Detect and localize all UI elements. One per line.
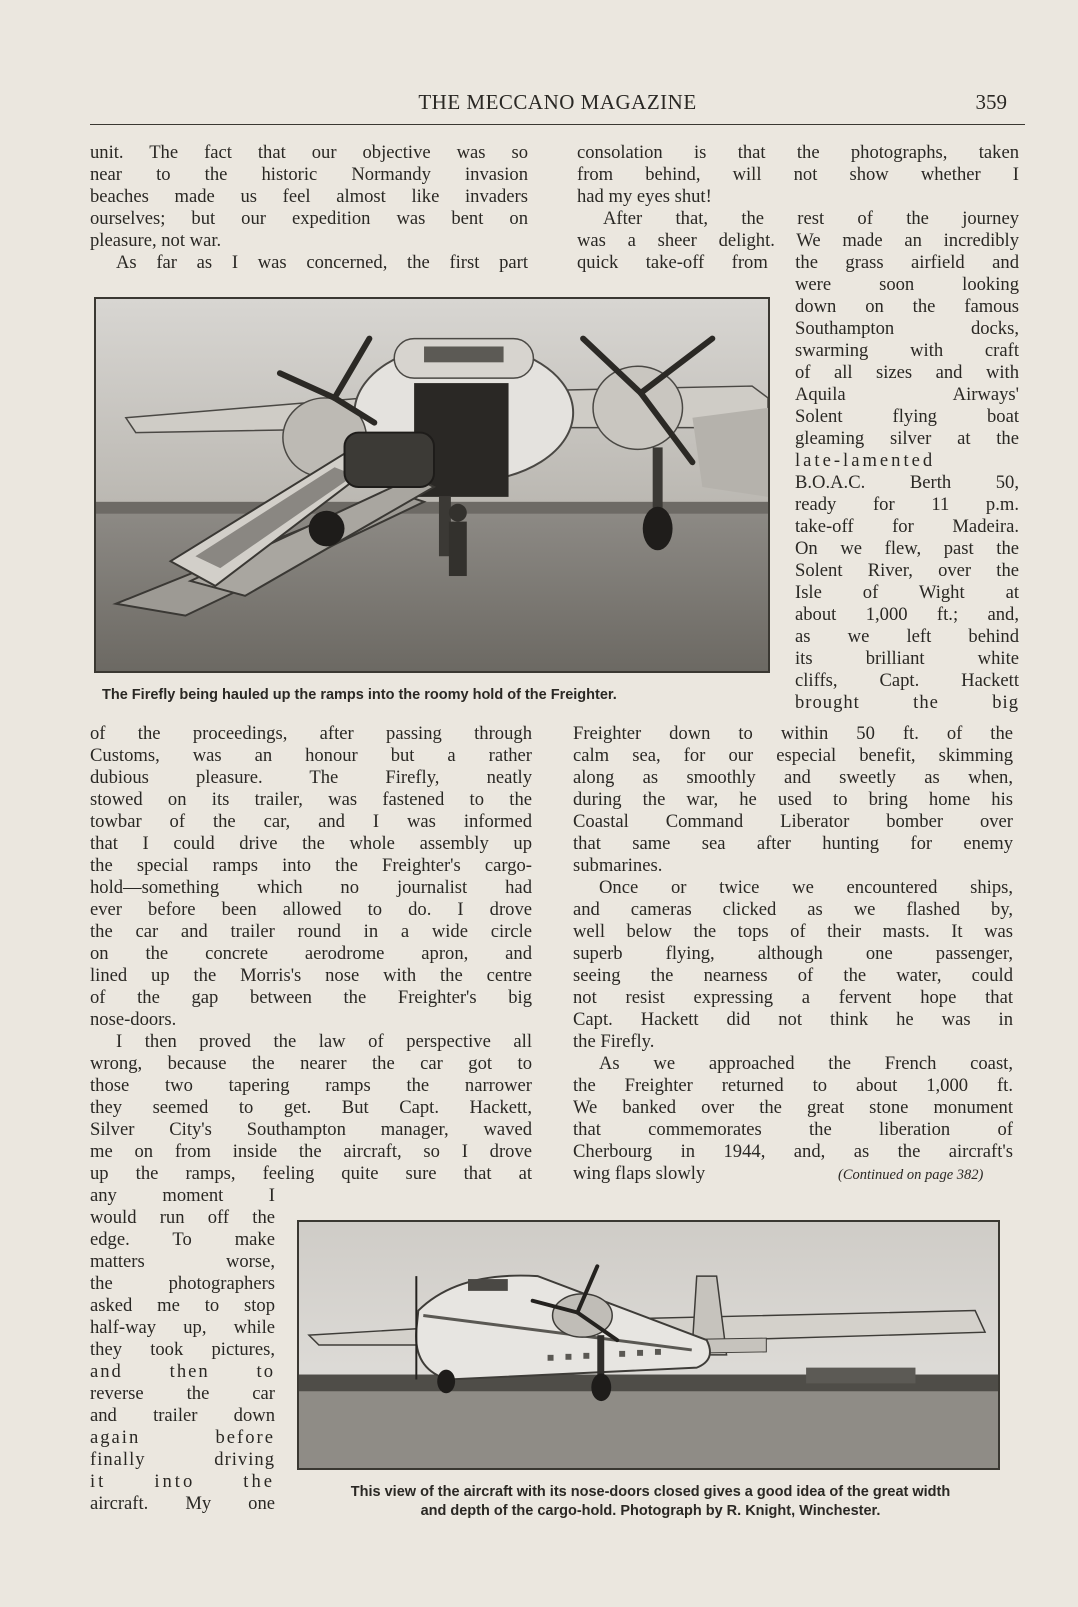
firefly-loading-photo: [94, 297, 770, 673]
left-main-line-11: on the concrete aerodrome apron, and: [90, 943, 532, 964]
left-main-line-13: of the gap between the Freighter's big: [90, 987, 532, 1008]
right-narrow-line-17: as we left behind: [795, 626, 1019, 647]
left-main-line-17: those two tapering ramps the narrower: [90, 1075, 532, 1096]
right-narrow-line-16: about 1,000 ft.; and,: [795, 604, 1019, 625]
freighter-photo: [297, 1220, 1000, 1470]
right-top-line-6: quick take-off from the grass airfield and: [577, 252, 1019, 273]
freighter-illustration: [299, 1222, 998, 1468]
left-main-line-12: lined up the Morris's nose with the centre: [90, 965, 532, 986]
right-top-line-3: had my eyes shut!: [577, 186, 712, 207]
right-narrow-line-3: Southampton docks,: [795, 318, 1019, 339]
right-top-line-2: from behind, will not show whether I: [577, 164, 1019, 185]
right-narrow-line-13: On we flew, past the: [795, 538, 1019, 559]
left-top-line-1: unit. The fact that our objective was so: [90, 142, 528, 163]
left-narrow-line-11: and trailer down: [90, 1405, 275, 1426]
right-top-line-4: After that, the rest of the journey: [603, 208, 1019, 229]
left-narrow-line-2: would run off the: [90, 1207, 275, 1228]
photo1-caption: The Firefly being hauled up the ramps into the roomy hold of the Freighter.: [102, 687, 617, 703]
right-narrow-line-6: Aquila Airways': [795, 384, 1019, 405]
right-top-line-1: consolation is that the photographs, taken: [577, 142, 1019, 163]
right-main-line-15: the Firefly.: [573, 1031, 655, 1052]
left-narrow-line-7: half-way up, while: [90, 1317, 275, 1338]
right-narrow-line-19: cliffs, Capt. Hackett: [795, 670, 1019, 691]
left-main-line-20: me on from inside the aircraft, so I drove: [90, 1141, 532, 1162]
right-narrow-line-14: Solent River, over the: [795, 560, 1019, 581]
page-header: [90, 88, 1025, 125]
right-main-line-2: calm sea, for our especial benefit, skimming: [573, 745, 1013, 766]
left-main-line-5: towbar of the car, and I was informed: [90, 811, 532, 832]
right-top-line-5: was a sheer delight. We made an incredibly: [577, 230, 1019, 251]
right-narrow-line-18: its brilliant white: [795, 648, 1019, 669]
right-main-line-6: that same sea after hunting for enemy: [573, 833, 1013, 854]
right-main-line-4: during the war, he used to bring home his: [573, 789, 1013, 810]
left-narrow-line-6: asked me to stop: [90, 1295, 275, 1316]
page-number: 359: [975, 90, 1007, 114]
left-main-line-21: up the ramps, feeling quite sure that at: [90, 1163, 532, 1184]
right-narrow-line-4: swarming with craft: [795, 340, 1019, 361]
right-main-line-3: along as smoothly and sweetly as when,: [573, 767, 1013, 788]
right-narrow-line-12: take-off for Madeira.: [795, 516, 1019, 537]
right-main-line-8: Once or twice we encountered ships,: [599, 877, 1013, 898]
right-narrow-line-11: ready for 11 p.m.: [795, 494, 1019, 515]
right-main-line-20: Cherbourg in 1944, and, as the aircraft's: [573, 1141, 1013, 1162]
left-main-line-15: I then proved the law of perspective all: [116, 1031, 532, 1052]
right-narrow-line-7: Solent flying boat: [795, 406, 1019, 427]
left-narrow-line-14: it into the: [90, 1471, 275, 1492]
left-main-line-4: stowed on its trailer, was fastened to the: [90, 789, 532, 810]
left-narrow-line-4: matters worse,: [90, 1251, 275, 1272]
right-narrow-line-9: late-lamented: [795, 450, 936, 471]
left-narrow-line-13: finally driving: [90, 1449, 275, 1470]
left-narrow-line-9: and then to: [90, 1361, 275, 1382]
right-main-line-5: Coastal Command Liberator bomber over: [573, 811, 1013, 832]
continued-note: (Continued on page 382): [838, 1167, 984, 1183]
right-main-line-13: not resist expressing a fervent hope that: [573, 987, 1013, 1008]
right-main-line-9: and cameras clicked as we flashed by,: [573, 899, 1013, 920]
right-narrow-line-20: brought the big: [795, 692, 1019, 713]
right-main-line-7: submarines.: [573, 855, 663, 876]
right-narrow-line-1: were soon looking: [795, 274, 1019, 295]
right-main-line-21: wing flaps slowly: [573, 1163, 706, 1184]
right-narrow-line-2: down on the famous: [795, 296, 1019, 317]
right-narrow-line-15: Isle of Wight at: [795, 582, 1019, 603]
left-main-line-8: hold—something which no journalist had: [90, 877, 532, 898]
left-top-line-6: As far as I was concerned, the first part: [116, 252, 528, 273]
right-main-line-12: seeing the nearness of the water, could: [573, 965, 1013, 986]
right-narrow-line-10: B.O.A.C. Berth 50,: [795, 472, 1019, 493]
left-main-line-7: the special ramps into the Freighter's cargo-: [90, 855, 532, 876]
left-narrow-line-10: reverse the car: [90, 1383, 275, 1404]
left-top-line-2: near to the historic Normandy invasion: [90, 164, 528, 185]
left-top-line-3: beaches made us feel almost like invaders: [90, 186, 528, 207]
right-main-line-18: We banked over the great stone monument: [573, 1097, 1013, 1118]
left-narrow-line-15: aircraft. My one: [90, 1493, 275, 1514]
left-main-line-14: nose-doors.: [90, 1009, 177, 1030]
left-narrow-line-12: again before: [90, 1427, 275, 1448]
left-narrow-line-1: any moment I: [90, 1185, 275, 1206]
photo2-caption-line-2: and depth of the cargo-hold. Photograph by R. Knight, Winchester.: [420, 1503, 881, 1519]
left-main-line-16: wrong, because the nearer the car got to: [90, 1053, 532, 1074]
left-narrow-line-8: they took pictures,: [90, 1339, 275, 1360]
left-main-line-2: Customs, was an honour but a rather: [90, 745, 532, 766]
left-narrow-line-5: the photographers: [90, 1273, 275, 1294]
left-main-line-6: that I could drive the whole assembly up: [90, 833, 532, 854]
left-main-line-18: they seemed to get. But Capt. Hackett,: [90, 1097, 532, 1118]
right-narrow-line-5: of all sizes and with: [795, 362, 1019, 383]
left-main-line-3: dubious pleasure. The Firefly, neatly: [90, 767, 532, 788]
left-main-line-1: of the proceedings, after passing through: [90, 723, 532, 744]
left-narrow-line-3: edge. To make: [90, 1229, 275, 1250]
right-main-line-11: superb flying, although one passenger,: [573, 943, 1013, 964]
right-main-line-10: well below the tops of their masts. It was: [573, 921, 1013, 942]
left-main-line-19: Silver City's Southampton manager, waved: [90, 1119, 532, 1140]
right-main-line-19: that commemorates the liberation of: [573, 1119, 1013, 1140]
right-main-line-14: Capt. Hackett did not think he was in: [573, 1009, 1013, 1030]
left-top-line-5: pleasure, not war.: [90, 230, 222, 251]
left-top-line-4: ourselves; but our expedition was bent on: [90, 208, 528, 229]
right-main-line-1: Freighter down to within 50 ft. of the: [573, 723, 1013, 744]
magazine-title: THE MECCANO MAGAZINE: [418, 90, 697, 114]
left-main-line-10: the car and trailer round in a wide circle: [90, 921, 532, 942]
firefly-loading-illustration: [96, 299, 768, 671]
right-main-line-16: As we approached the French coast,: [599, 1053, 1013, 1074]
photo2-caption-line-1: This view of the aircraft with its nose-doors closed gives a good idea of the great width: [350, 1484, 951, 1500]
right-main-line-17: the Freighter returned to about 1,000 ft.: [573, 1075, 1013, 1096]
right-narrow-line-8: gleaming silver at the: [795, 428, 1019, 449]
left-main-line-9: ever before been allowed to do. I drove: [90, 899, 532, 920]
